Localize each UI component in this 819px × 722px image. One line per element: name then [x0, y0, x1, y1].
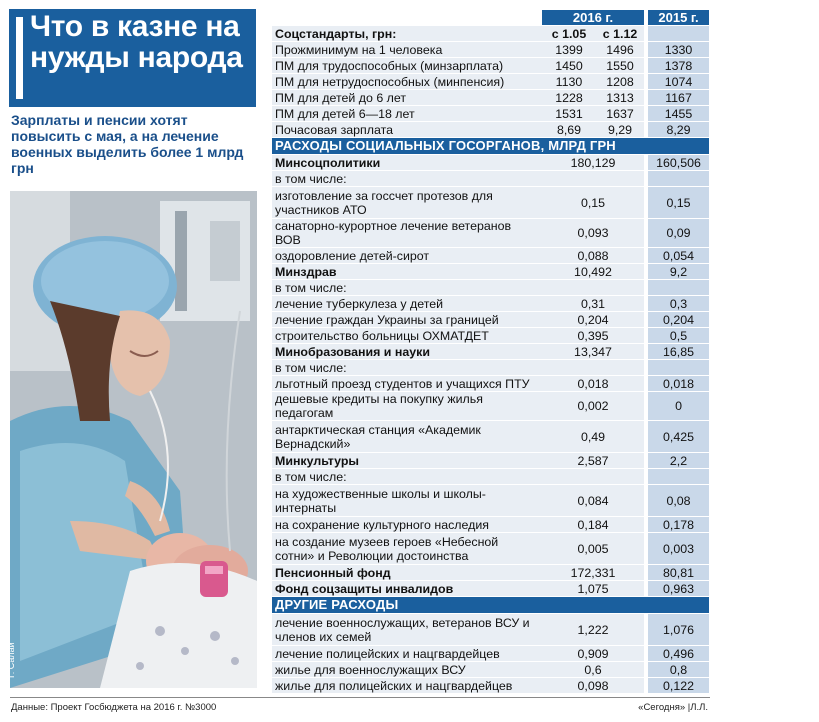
- table-row: [272, 392, 709, 420]
- header-accent-bar: [16, 17, 23, 99]
- value-2016: [542, 469, 644, 484]
- table-row: [272, 296, 709, 311]
- standards-row: [272, 106, 709, 121]
- value-2015: [644, 171, 709, 186]
- value-2015: 0: [644, 392, 709, 420]
- value-2016: 0,395: [542, 328, 644, 343]
- value-2015: 80,81: [644, 565, 709, 580]
- col-from-may: с 1.05: [542, 26, 596, 41]
- row-label: Прожминимум на 1 человека: [272, 42, 542, 57]
- value-2015: 0,018: [644, 376, 709, 391]
- nurse-with-newborn-photo: [6, 191, 257, 688]
- value-2015: 2,2: [644, 453, 709, 468]
- standards-row: [272, 122, 709, 137]
- row-label: в том числе:: [272, 280, 542, 295]
- value-2015: [644, 469, 709, 484]
- value-from-may: 1228: [542, 90, 596, 105]
- row-label: льготный проезд студентов и учащихся ПТУ: [272, 376, 542, 391]
- value-2016: 172,331: [542, 565, 644, 580]
- row-label: строительство больницы ОХМАТДЕТ: [272, 328, 542, 343]
- year-2015-header: 2015 г.: [644, 10, 709, 25]
- year-header-row: [272, 10, 709, 25]
- table-row: [272, 678, 709, 693]
- row-label: ПМ для детей до 6 лет: [272, 90, 542, 105]
- row-label: лечение полицейских и нацгвардейцев: [272, 646, 542, 661]
- value-from-may: 1130: [542, 74, 596, 89]
- col-from-dec: с 1.12: [596, 26, 644, 41]
- table-row: [272, 360, 709, 375]
- photo-illustration: [10, 191, 257, 688]
- table-row: [272, 171, 709, 186]
- row-label: Минсоцполитики: [272, 155, 542, 170]
- table-row: [272, 565, 709, 580]
- row-label: ПМ для детей 6—18 лет: [272, 106, 542, 121]
- photo-credit: Г. Салай: [6, 642, 16, 678]
- table-row: [272, 581, 709, 596]
- value-2016: 0,084: [542, 485, 644, 516]
- table-row: [272, 155, 709, 170]
- row-label: санаторно-курортное лечение ветеранов ВОВ: [272, 219, 542, 247]
- row-label: Почасовая зарплата: [272, 122, 542, 137]
- value-2015: 16,85: [644, 344, 709, 359]
- row-label: Пенсионный фонд: [272, 565, 542, 580]
- value-from-dec: 9,29: [596, 122, 644, 137]
- table-row: [272, 614, 709, 645]
- value-from-may: 1450: [542, 58, 596, 73]
- value-2015: 9,2: [644, 264, 709, 279]
- value-2016: 0,204: [542, 312, 644, 327]
- standards-row: [272, 74, 709, 89]
- row-label: в том числе:: [272, 171, 542, 186]
- standards-header-row: [272, 26, 709, 41]
- footer-credit: «Сегодня» |Л.Л.: [638, 702, 708, 713]
- row-label: в том числе:: [272, 469, 542, 484]
- standards-row: [272, 42, 709, 57]
- value-2016: 10,492: [542, 264, 644, 279]
- value-2015: 1167: [644, 90, 709, 105]
- value-from-may: 1399: [542, 42, 596, 57]
- header-box: [9, 9, 256, 107]
- budget-table: [272, 9, 709, 694]
- value-2015: 1,076: [644, 614, 709, 645]
- row-label: жилье для военнослужащих ВСУ: [272, 662, 542, 677]
- page-title: Что в казне на нужды народа: [30, 10, 243, 74]
- standards-header: Соцстандарты, грн:: [272, 26, 542, 41]
- value-2016: 0,018: [542, 376, 644, 391]
- value-2015: 0,496: [644, 646, 709, 661]
- value-from-dec: 1550: [596, 58, 644, 73]
- row-label: жилье для полицейских и нацгвардейцев: [272, 678, 542, 693]
- value-2016: 180,129: [542, 155, 644, 170]
- value-from-dec: 1313: [596, 90, 644, 105]
- row-label: Минкультуры: [272, 453, 542, 468]
- row-label: Минздрав: [272, 264, 542, 279]
- value-2016: 13,347: [542, 344, 644, 359]
- value-2016: 0,002: [542, 392, 644, 420]
- year-2016-header: 2016 г.: [542, 10, 644, 25]
- value-2015: [644, 280, 709, 295]
- row-label: ПМ для нетрудоспособных (минпенсия): [272, 74, 542, 89]
- value-from-may: 8,69: [542, 122, 596, 137]
- row-label: Минобразования и науки: [272, 344, 542, 359]
- value-2015: 0,09: [644, 219, 709, 247]
- table-row: [272, 187, 709, 218]
- value-2016: 0,6: [542, 662, 644, 677]
- value-2015: 0,003: [644, 533, 709, 564]
- footer-source: Данные: Проект Госбюджета на 2016 г. №3000: [11, 702, 217, 713]
- value-2016: 0,098: [542, 678, 644, 693]
- row-label: лечение туберкулеза у детей: [272, 296, 542, 311]
- value-2015: 0,08: [644, 485, 709, 516]
- value-2016: 0,005: [542, 533, 644, 564]
- value-from-dec: 1637: [596, 106, 644, 121]
- value-2015: 1074: [644, 74, 709, 89]
- section-social-spending-title: РАСХОДЫ СОЦИАЛЬНЫХ ГОСОРГАНОВ, МЛРД ГРН: [272, 138, 709, 154]
- row-label: на художественные школы и школы-интернаты: [272, 485, 542, 516]
- value-2015: 0,8: [644, 662, 709, 677]
- row-label: дешевые кредиты на покупку жилья педагогам: [272, 392, 542, 420]
- value-2016: [542, 171, 644, 186]
- value-2016: 0,184: [542, 517, 644, 532]
- table-row: [272, 533, 709, 564]
- value-2015: 0,204: [644, 312, 709, 327]
- table-row: [272, 376, 709, 391]
- value-2016: [542, 280, 644, 295]
- value-2015: 8,29: [644, 122, 709, 137]
- value-from-dec: 1208: [596, 74, 644, 89]
- row-label: ПМ для трудоспособных (минзарплата): [272, 58, 542, 73]
- value-2016: 0,093: [542, 219, 644, 247]
- value-2015: 0,122: [644, 678, 709, 693]
- value-2016: [542, 360, 644, 375]
- row-label: Фонд соцзащиты инвалидов: [272, 581, 542, 596]
- value-2015: 160,506: [644, 155, 709, 170]
- row-label: оздоровление детей-сирот: [272, 248, 542, 263]
- value-2015: 1455: [644, 106, 709, 121]
- table-row: [272, 328, 709, 343]
- value-2016: 0,909: [542, 646, 644, 661]
- table-row: [272, 646, 709, 661]
- value-2015: 0,963: [644, 581, 709, 596]
- table-row: [272, 421, 709, 452]
- row-label: лечение граждан Украины за границей: [272, 312, 542, 327]
- row-label: на сохранение культурного наследия: [272, 517, 542, 532]
- value-2016: 0,31: [542, 296, 644, 311]
- table-row: [272, 453, 709, 468]
- value-2016: 0,49: [542, 421, 644, 452]
- table-row: [272, 344, 709, 359]
- footer-rule: [10, 697, 710, 698]
- row-label: на создание музеев героев «Небесной сотни» и Революции достоинства: [272, 533, 542, 564]
- table-row: [272, 248, 709, 263]
- value-from-may: 1531: [542, 106, 596, 121]
- row-label: антарктическая станция «Академик Вернадский»: [272, 421, 542, 452]
- table-row: [272, 485, 709, 516]
- row-label: лечение военнослужащих, ветеранов ВСУ и членов их семей: [272, 614, 542, 645]
- value-2015: 0,178: [644, 517, 709, 532]
- value-2015: 0,3: [644, 296, 709, 311]
- value-2015: 0,15: [644, 187, 709, 218]
- table-row: [272, 312, 709, 327]
- table-row: [272, 280, 709, 295]
- standards-row: [272, 90, 709, 105]
- value-2015: 1330: [644, 42, 709, 57]
- row-label: изготовление за госсчет протезов для участников АТО: [272, 187, 542, 218]
- table-row: [272, 662, 709, 677]
- page-subtitle: Зарплаты и пенсии хотят повысить с мая, а на лечение военных выделить более 1 млрд грн: [11, 112, 244, 176]
- value-from-dec: 1496: [596, 42, 644, 57]
- table-row: [272, 264, 709, 279]
- standards-row: [272, 58, 709, 73]
- value-2016: 1,075: [542, 581, 644, 596]
- value-2015: 0,5: [644, 328, 709, 343]
- row-label: в том числе:: [272, 360, 542, 375]
- value-2015: [644, 360, 709, 375]
- value-2015: 1378: [644, 58, 709, 73]
- value-2015: 0,425: [644, 421, 709, 452]
- section-other-spending: [272, 597, 709, 613]
- value-2016: 1,222: [542, 614, 644, 645]
- table-row: [272, 469, 709, 484]
- value-2015: 0,054: [644, 248, 709, 263]
- value-2016: 2,587: [542, 453, 644, 468]
- section-social-spending: [272, 138, 709, 154]
- table-row: [272, 219, 709, 247]
- table-row: [272, 517, 709, 532]
- value-2016: 0,088: [542, 248, 644, 263]
- section-other-spending-title: ДРУГИЕ РАСХОДЫ: [272, 597, 709, 613]
- value-2016: 0,15: [542, 187, 644, 218]
